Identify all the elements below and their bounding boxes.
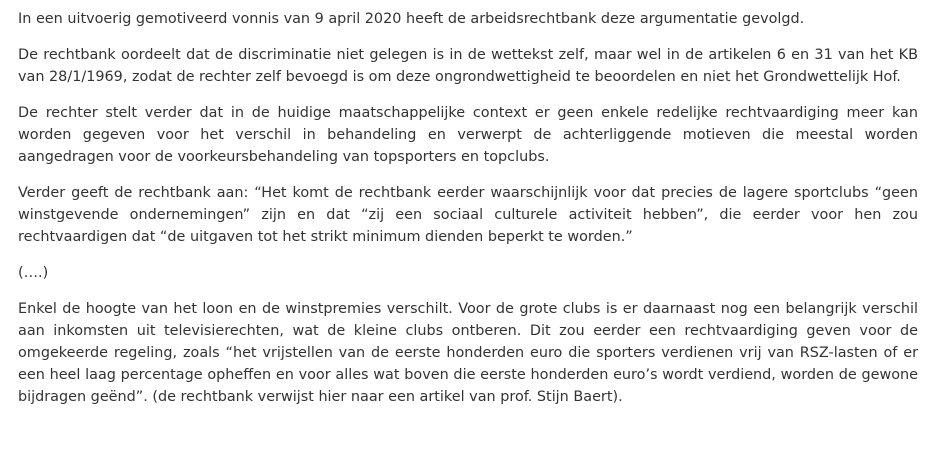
paragraph-discrimination-finding: De rechtbank oordeelt dat de discriminatie niet gelegen is in de wettekst zelf, maar wel in de artikelen 6 en 31 van het KB van 28/1/1969, zodat de rechter zelf bevoegd is om deze ongrondwettigheid te beoordelen en niet het Grondwettelijk Hof. [18, 47, 918, 85]
paragraph-wage-difference: Enkel de hoogte van het loon en de winstpremies verschilt. Voor de grote clubs is er daarnaast nog een belangrijk verschil aan inkomsten uit televisierechten, wat de kleine clubs ontberen. Dit zou eerder een rechtvaardiging geven voor de omgekeerde regeling, zoals “het vrijstellen van de eerste honderden euro die sporters verdienen vrij van RSZ-lasten of er een heel laag percentage opheffen en voor alles wat boven die eerste honderden euro’s wordt verdiend, worden de gewone bijdragen geënd”. (de rechtbank verwijst hier naar een artikel van prof. Stijn Baert). [18, 301, 918, 405]
paragraph-verdict-intro: In een uitvoerig gemotiveerd vonnis van 9 april 2020 heeft de arbeidsrechtbank deze argumentatie gevolgd. [18, 11, 805, 27]
paragraph-no-justification: De rechter stelt verder dat in de huidige maatschappelijke context er geen enkele redelijke rechtvaardiging meer kan worden gegeven voor het verschil in behandeling en verwerpt de achterliggende motieven die meestal worden aangedragen voor de voorkeursbehandeling van topsporters en topclubs. [18, 105, 918, 165]
paragraph-court-quote: Verder geeft de rechtbank aan: “Het komt de rechtbank eerder waarschijnlijk voor dat precies de lagere sportclubs “geen winstgevende ondernemingen” zijn en dat “zij een sociaal culturele activiteit hebben”, die eerder voor hen zou rechtvaardigen dat “de uitgaven tot het strikt minimum dienden beperkt te worden.” [18, 185, 918, 245]
paragraph-ellipsis: (….) [18, 265, 49, 281]
